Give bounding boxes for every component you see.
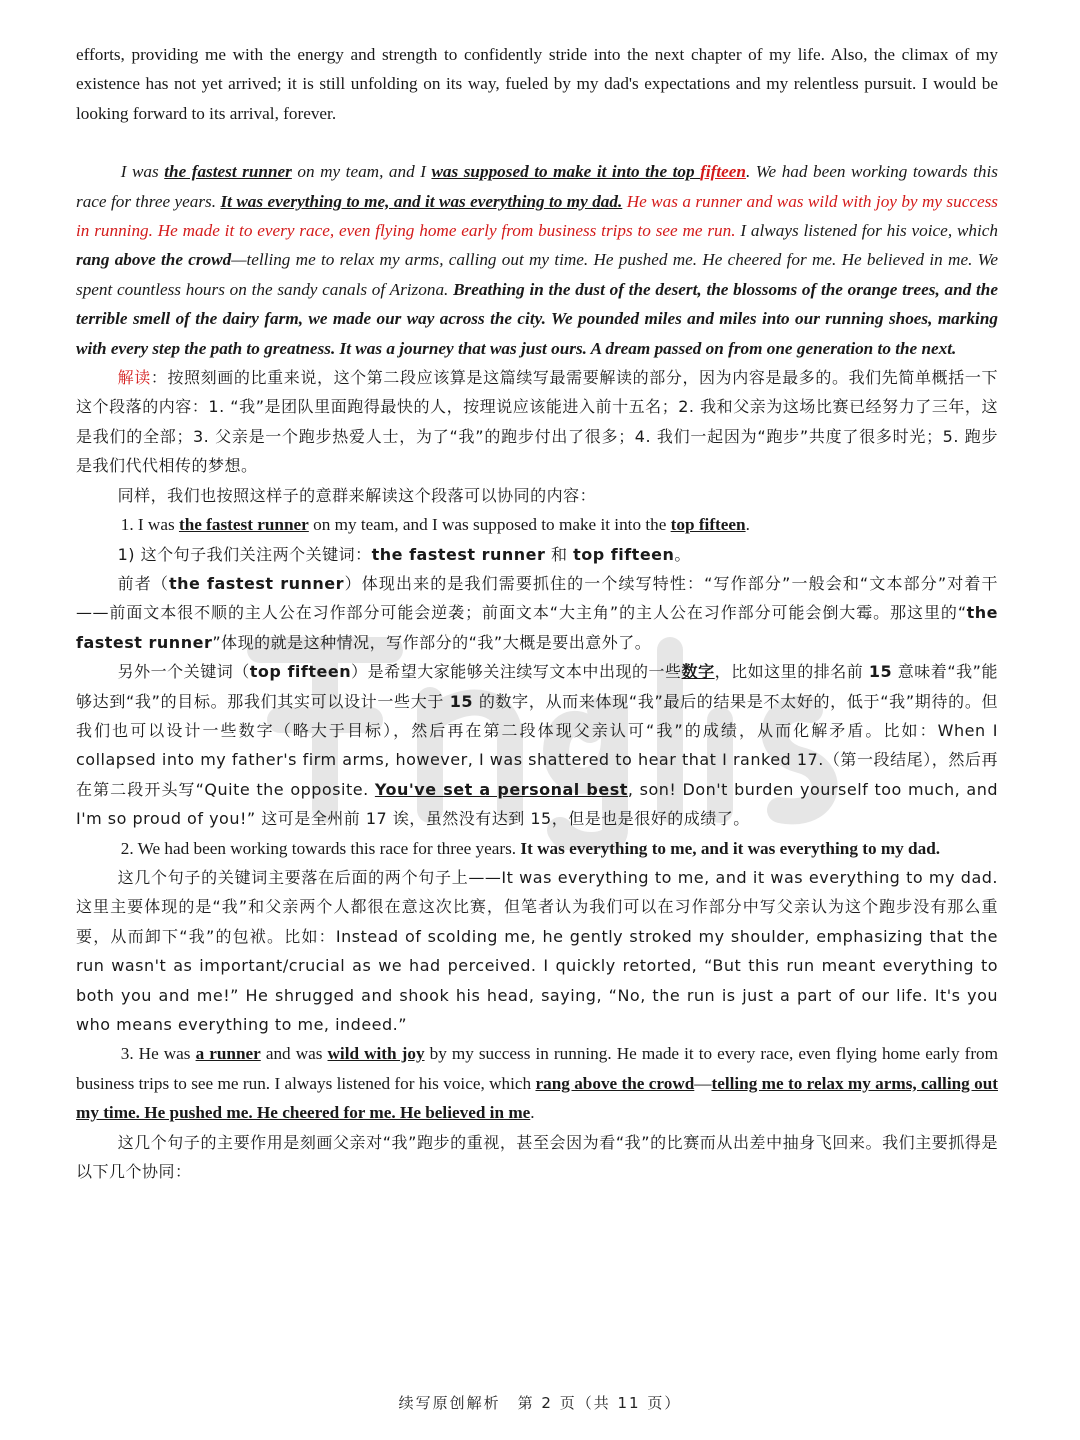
- passage-text: —telling me to relax my arms, calling out my time. He pushed me. He cheered for me. He believed in me. We spent countless hours on the sandy canals of Arizona.: [76, 250, 999, 299]
- intro-paragraph: efforts, providing me with the energy and strength to confidently stride into the next chapter of my life. Also, the climax of my existence has not yet arrived; it is still unfolding on its way, fueled by my dad's expectations and my relentless pursuit. I would be looking forward to its arrival, forever.: [76, 45, 998, 123]
- item-text: 1) 这个句子我们关注两个关键词：: [117, 544, 372, 564]
- keyword: top fifteen: [249, 662, 352, 682]
- passage-text: I always listened for his voice, which: [735, 221, 998, 241]
- keyword-rang-above-crowd: rang above the crowd: [76, 250, 232, 270]
- item-text: .: [745, 515, 750, 535]
- item-1: [76, 510, 998, 539]
- keyword-fastest-runner: the fastest runner: [164, 162, 292, 182]
- number: 15: [449, 691, 474, 711]
- item-text: on my team, and I was supposed to make it into the: [308, 515, 671, 535]
- passage-text: on my team, and I: [291, 162, 432, 182]
- analysis-paragraph-6: 这几个句子的主要作用是刻画父亲对“我”跑步的重视，甚至会因为看“我”的比赛而从出差中抽身飞回来。我们主要抓得是以下几个协同：: [76, 1132, 998, 1182]
- keyword: top fifteen: [573, 544, 675, 564]
- item-text: 。: [674, 544, 691, 564]
- document-page: [76, 40, 998, 1186]
- item-2: [76, 834, 998, 863]
- analysis-text: ）是希望大家能够关注续写文本中出现的一些: [351, 662, 682, 682]
- item-text: 1. I was: [120, 515, 179, 535]
- item-text: 和: [545, 544, 574, 564]
- keyword: the fastest runner: [371, 544, 546, 564]
- keyword: the fastest runner: [76, 603, 998, 652]
- analysis-paragraph-5: 这几个句子的关键词主要落在后面的两个句子上——It was everything to me, and it was everything to my dad. 这里主要体现的是“我”和父亲两个人都很在意这次比赛，但笔者认为我们可以在习作部分中写父亲认为这个跑步没有那么重要，从而卸下“我”的包袱。比如：Instead of scolding me, he gently stroked my shoulder, emphasizing that the run wasn't as important/crucial as we had perceived. I quickly retorted, “But this run meant everything to both you and me!” He shrugged and shook his head, saying, “No, the run is just a part of our life. It's you who means everything to me, indeed.”: [76, 867, 998, 1034]
- keyword: wild with joy: [327, 1044, 425, 1064]
- analysis-intro: [76, 363, 998, 481]
- item-3: [76, 1039, 998, 1127]
- analysis-text: ）体现出来的是我们需要抓住的一个续写特性：“写作部分”一般会和“文本部分”对着干——前面文本很不顺的主人公在习作部分可能会逆袭；前面文本“大主角”的主人公在习作部分可能会倒大霉。那这里的“: [76, 573, 998, 623]
- passage-text: . We had been working towards this race for three years.: [76, 162, 998, 211]
- keyword: the fastest runner: [178, 515, 309, 535]
- bold-passage-text: Breathing in the dust of the desert, the blossoms of the orange trees, and the terrible smell of the dairy farm, we made our way across the city. We pounded miles and miles into our running shoes, marking with every step the path to greatness. It was a journey that was just ours. A dream passed on from one generation to the next.: [76, 279, 998, 358]
- item-text: 3. He was: [120, 1044, 196, 1064]
- analysis-text: ：按照刻画的比重来说，这个第二段应该算是这篇续写最需要解读的部分，因为内容是最多的。我们先简单概括一下这个段落的内容：1. “我”是团队里面跑得最快的人，按理说应该能进入前十五名；2. 我和父亲为这场比赛已经努力了三年，这是我们的全部；3. 父亲是一个跑步热爱人士，为了“我”的跑步付出了很多；4. 我们一起因为“跑步”共度了很多时光；5. 跑步是我们代代相传的梦想。: [76, 368, 998, 476]
- analysis-paragraph-4: [76, 657, 998, 833]
- item-text: —: [694, 1073, 712, 1093]
- analysis-text: 前者（: [117, 573, 169, 593]
- number: 15: [868, 662, 893, 682]
- keyword-everything: It was everything to me, and it was everything to my dad.: [220, 191, 623, 211]
- passage-paragraph: [76, 157, 998, 363]
- item-text: 2. We had been working towards this race for three years.: [120, 838, 521, 858]
- keyword: rang above the crowd: [535, 1073, 695, 1093]
- analysis-text: 意味着“我”能够达到“我”的目标。那我们其实可以设计一些大于: [76, 662, 998, 711]
- keyword: It was everything to me, and it was everything to my dad.: [520, 838, 941, 858]
- keyword: top fifteen: [670, 515, 746, 535]
- analysis-label: 解读: [117, 368, 151, 388]
- keyword-personal-best: You've set a personal best: [374, 779, 628, 799]
- analysis-paragraph-3: [76, 569, 998, 657]
- analysis-text: 另外一个关键词（: [117, 662, 250, 682]
- keyword-supposed-top: was supposed to make it into the top: [431, 162, 701, 182]
- page-footer: 续写原创解析 第 2 页（共 11 页）: [398, 1394, 682, 1412]
- keyword: telling me to relax my arms, calling out my time. He pushed me. He cheered for me. He believed in me: [76, 1073, 998, 1123]
- keyword: the fastest runner: [168, 573, 344, 593]
- item-1-sub: [76, 540, 998, 569]
- item-text: and was: [260, 1044, 328, 1064]
- item-text: .: [530, 1103, 535, 1123]
- analysis-text: , son! Don't burden yourself too much, and I'm so proud of you!” 这可是全州前 17 诶，虽然没有达到 15，但是也是很好的成绩了。: [76, 779, 999, 829]
- analysis-text: ”体现的就是这种情况，写作部分的“我”大概是要出意外了。: [212, 632, 652, 652]
- keyword-fifteen: fifteen: [700, 162, 746, 182]
- keyword-numbers: 数字: [681, 662, 715, 682]
- keyword: a runner: [195, 1044, 261, 1064]
- analysis-text: 的数字，从而来体现“我”最后的结果是不太好的，低于“我”期待的。但我们也可以设计一些数字（略大于目标），然后再在第二段体现父亲认可“我”的成绩，从而化解矛盾。比如：When I collapsed into my father's firm arms, however, I was shattered to hear that I ranked 17.（第一段结尾），然后再在第二段开头写“Quite the opposite.: [76, 691, 998, 799]
- item-text: by my success in running. He made it to every race, even flying home early from business trips to see me run. I always listened for his voice, which: [76, 1044, 999, 1093]
- analysis-method: 同样，我们也按照这样子的意群来解读这个段落可以协同的内容：: [117, 485, 597, 505]
- analysis-text: ，比如这里的排名前: [714, 662, 869, 682]
- passage-text: I was: [120, 162, 165, 182]
- highlighted-red-text: He was a runner and was wild with joy by my success in running. He made it to every race, even flying home early from business trips to see me run.: [76, 191, 998, 241]
